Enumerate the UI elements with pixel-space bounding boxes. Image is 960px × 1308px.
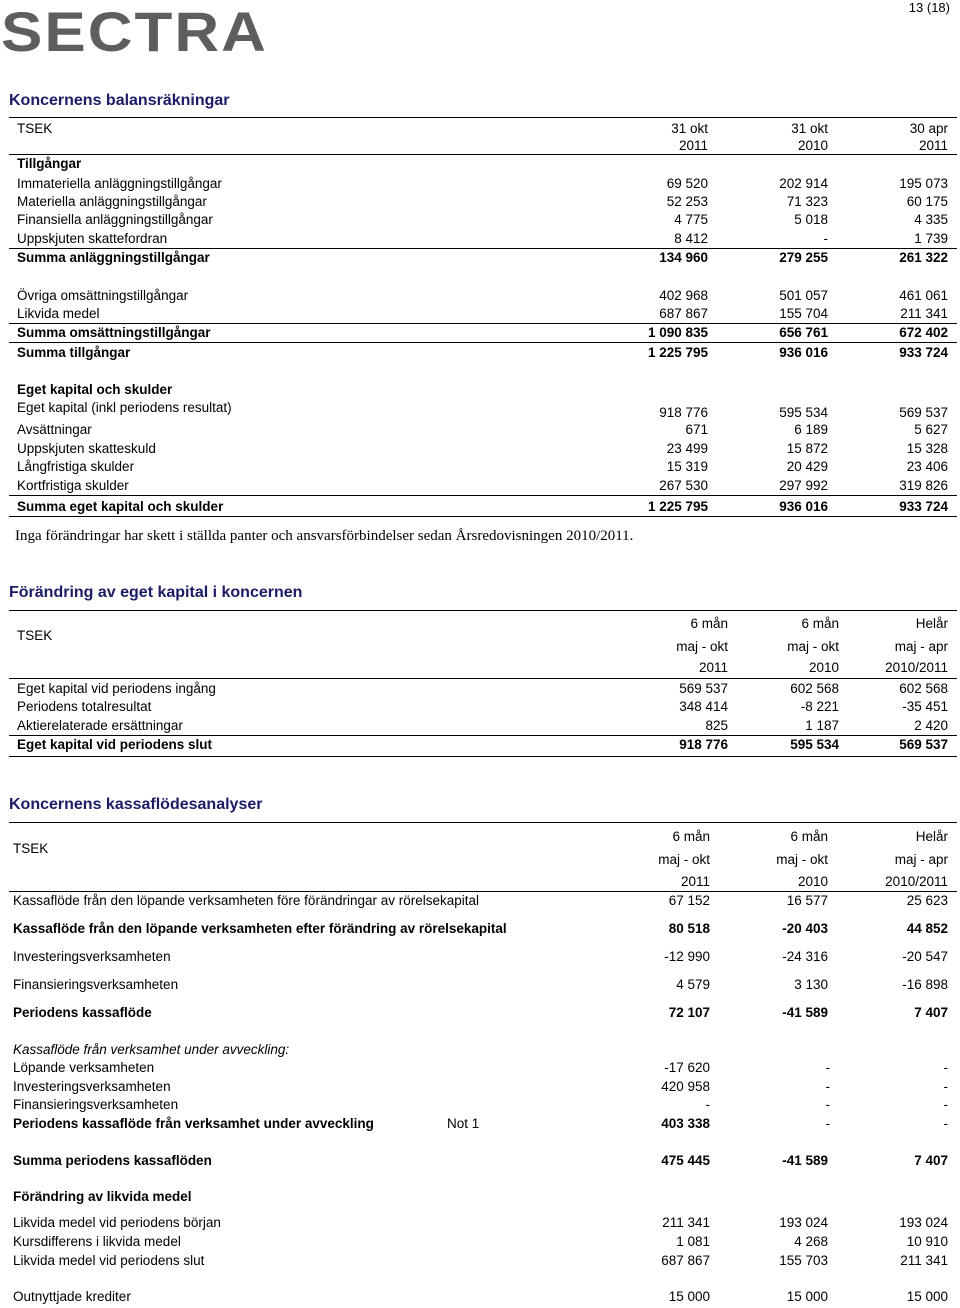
cell: 193 024 [899,1215,948,1230]
cell: 461 061 [899,288,948,303]
divider [9,891,957,892]
col-header: 2011 [680,874,710,889]
cell: 195 073 [899,176,948,191]
cell: 319 826 [899,478,948,493]
row-label: Långfristiga skulder [17,459,135,474]
row-label: Investeringsverksamheten [13,949,171,964]
cell: 595 534 [779,405,828,420]
cell: 1 225 795 [647,345,708,360]
cell: -20 547 [902,949,948,964]
cell: - [823,231,828,246]
table-row [0,212,960,230]
table-row-total [0,250,960,268]
row-label: Periodens kassaflöde från verksamhet under avveckling [13,1116,374,1131]
section-heading [0,1042,960,1060]
table-row [0,288,960,306]
cell: 261 322 [899,250,948,265]
col-header: 2010 [797,874,828,889]
row-label: Outnyttjade krediter [13,1289,131,1304]
col-header: 30 apr [909,121,948,136]
cell: 211 341 [662,1215,710,1230]
cell: 10 910 [906,1234,948,1249]
row-label: Likvida medel vid periodens slut [13,1253,205,1268]
cell: 5 627 [914,422,948,437]
section-heading [0,1189,960,1207]
balance-title: Koncernens balansräkningar [9,92,230,109]
col-header: 2011 [678,138,708,153]
cell: 155 704 [779,306,828,321]
col-header: maj - apr [894,852,948,867]
table-row-total [0,499,960,517]
cell: 420 958 [661,1079,710,1094]
cell: - [825,1079,830,1094]
cell: 402 968 [659,288,708,303]
col-header: maj - okt [658,852,710,867]
cell: 1 090 835 [647,325,708,340]
cell: 403 338 [661,1116,710,1131]
section-heading [0,156,960,174]
row-label: Summa tillgångar [17,345,131,360]
cell: 918 776 [659,405,708,420]
cell: 267 530 [659,478,708,493]
cell: - [943,1079,948,1094]
cell: 211 341 [900,1253,948,1268]
cell: - [943,1060,948,1075]
unit-label: TSEK [17,628,53,643]
col-header: maj - okt [776,852,828,867]
cell: - [825,1116,830,1131]
equity-change-title: Förändring av eget kapital i koncernen [9,584,303,601]
col-header: maj - okt [787,639,839,654]
table-row-total [0,1116,960,1134]
cell: 15 000 [906,1289,948,1304]
table-row [0,194,960,212]
col-header: maj - apr [894,639,948,654]
cell: - [825,1060,830,1075]
cell: 23 406 [906,459,948,474]
cell: 25 623 [906,893,948,908]
table-row [0,176,960,194]
cell: -12 990 [664,949,710,964]
table-row [0,1079,960,1097]
cell: 193 024 [779,1215,828,1230]
cell: 202 914 [779,176,828,191]
table-row [0,231,960,249]
row-label: Finansiella anläggningstillgångar [17,212,213,227]
cell: 569 537 [899,405,948,420]
divider [9,248,957,249]
row-label: Periodens kassaflöde [13,1005,152,1020]
divider [9,323,957,324]
row-label: Kassaflöde från den löpande verksamheten före förändringar av rörelsekapital [13,893,480,908]
cell: 2 420 [914,718,948,733]
row-label: Likvida medel vid periodens början [13,1215,221,1230]
cell: 672 402 [899,325,948,340]
row-label: Summa periodens kassaflöden [13,1153,212,1168]
row-label: Finansieringsverksamheten [13,977,179,992]
divider [9,610,957,611]
row-label: Kortfristiga skulder [17,478,129,493]
note-reference: Not 1 [447,1116,480,1131]
unit-label: TSEK [17,121,53,136]
cell: 933 724 [899,345,948,360]
row-label: Kursdifferens i likvida medel [13,1234,181,1249]
table-row [0,478,960,496]
row-label: Löpande verksamheten [13,1060,155,1075]
cell: 348 414 [679,699,728,714]
cell: 3 130 [794,977,828,992]
row-label: Uppskjuten skattefordran [17,231,168,246]
cell: 52 253 [666,194,708,209]
row-label: Immateriella anläggningstillgångar [17,176,222,191]
table-row [0,1289,960,1307]
table-row [0,422,960,440]
cell: 297 992 [779,478,828,493]
cell: 569 537 [899,737,948,752]
col-header: 6 mån [790,829,828,844]
row-label: Eget kapital vid periodens slut [17,737,213,752]
cell: -8 221 [800,699,839,714]
divider [9,735,957,736]
cell: 5 018 [794,212,828,227]
cell: 595 534 [790,737,839,752]
discontinued-heading: Kassaflöde från verksamhet under avveckling: [13,1042,290,1057]
row-label: Investeringsverksamheten [13,1079,171,1094]
col-header: 2010 [808,660,839,675]
cell: 475 445 [661,1153,710,1168]
col-header: maj - okt [676,639,728,654]
cell: 134 960 [659,250,708,265]
cell: 569 537 [679,681,728,696]
cell: 80 518 [668,921,710,936]
page-number: 13 (18) [908,0,950,15]
equity-header-row [0,639,960,657]
equity-heading: Eget kapital och skulder [17,382,173,397]
cell: 4 335 [914,212,948,227]
cell: 155 703 [779,1253,828,1268]
cell: 211 341 [900,306,948,321]
cell: 687 867 [661,1253,710,1268]
row-label: Eget kapital (inkl periodens resultat) [17,400,232,415]
cell: 4 775 [674,212,708,227]
col-header: 2011 [918,138,948,153]
table-row-total [0,345,960,363]
cell: 20 429 [786,459,828,474]
cell: 15 000 [786,1289,828,1304]
cell: 602 568 [899,681,948,696]
cell: 15 319 [666,459,708,474]
cell: 656 761 [779,325,828,340]
section-heading [0,382,960,400]
cell: 936 016 [779,499,828,514]
table-row [0,1097,960,1115]
row-label: Periodens totalresultat [17,699,152,714]
divider [9,117,957,118]
cell: - [825,1097,830,1112]
col-header: 31 okt [791,121,828,136]
cell: 936 016 [779,345,828,360]
cell: 60 175 [906,194,948,209]
cell: 4 579 [676,977,710,992]
table-row [0,681,960,699]
col-header: 2011 [698,660,728,675]
row-label: Aktierelaterade ersättningar [17,718,183,733]
cell: 44 852 [906,921,948,936]
col-header: 6 mån [672,829,710,844]
cell: -41 589 [782,1153,828,1168]
cell: 933 724 [899,499,948,514]
cash-heading: Förändring av likvida medel [13,1189,192,1204]
col-header: 2010 [797,138,828,153]
cell: - [705,1097,710,1112]
divider [9,756,957,757]
assets-heading: Tillgångar [17,156,82,171]
cell: 918 776 [679,737,728,752]
cell: -17 620 [664,1060,710,1075]
col-header: Helår [915,616,948,631]
cashflow-header-row [0,874,960,892]
table-row [0,459,960,477]
cell: 23 499 [666,441,708,456]
cell: 15 328 [906,441,948,456]
cell: 67 152 [668,893,710,908]
cell: 4 268 [794,1234,828,1249]
pledges-note: Inga förändringar har skett i ställda panter och ansvarsförbindelser sedan Årsredovisningen 2010/2011. [15,528,634,544]
cell: -20 403 [782,921,828,936]
cell: 501 057 [779,288,828,303]
row-label: Summa omsättningstillgångar [17,325,211,340]
cell: -41 589 [782,1005,828,1020]
cell: 7 407 [914,1005,948,1020]
cashflow-header-row [0,852,960,870]
divider [9,822,957,823]
row-label: Kassaflöde från den löpande verksamheten efter förändring av rörelsekapital [13,921,507,936]
unit-label: TSEK [13,841,49,856]
cell: 825 [705,718,728,733]
cell: -35 451 [902,699,948,714]
cell: 16 577 [786,893,828,908]
col-header: 31 okt [671,121,708,136]
row-label: Materiella anläggningstillgångar [17,194,207,209]
table-row-values [0,405,960,423]
row-label: Eget kapital vid periodens ingång [17,681,216,696]
cell: 72 107 [668,1005,710,1020]
cell: 602 568 [790,681,839,696]
table-row [0,977,960,995]
table-row [0,699,960,717]
divider [9,516,957,517]
row-label: Finansieringsverksamheten [13,1097,179,1112]
equity-header-row [0,660,960,678]
table-row [0,718,960,736]
cell: - [943,1116,948,1131]
col-header: 2010/2011 [885,874,948,889]
table-row [0,441,960,459]
cell: -16 898 [902,977,948,992]
cell: 1 225 795 [647,499,708,514]
divider [9,342,957,343]
balance-header-row [0,121,960,139]
row-label: Uppskjuten skatteskuld [17,441,156,456]
cell: 15 000 [668,1289,710,1304]
cell: 6 189 [794,422,828,437]
cell: 8 412 [674,231,708,246]
cashflow-title: Koncernens kassaflödesanalyser [9,796,263,813]
col-header: 2010/2011 [885,660,948,675]
cell: 15 872 [786,441,828,456]
divider [9,678,957,679]
table-row [0,1253,960,1271]
table-row [0,306,960,324]
table-row-total [0,921,960,939]
cell: 1 081 [676,1234,710,1249]
divider [9,154,957,155]
cell: 687 867 [659,306,708,321]
cell: - [943,1097,948,1112]
divider [9,495,957,496]
table-row-total [0,325,960,343]
row-label: Övriga omsättningstillgångar [17,288,189,303]
cell: 69 520 [666,176,708,191]
table-row [0,1234,960,1252]
cell: 671 [685,422,708,437]
cell: 279 255 [779,250,828,265]
table-row-total [0,1153,960,1171]
row-label: Summa eget kapital och skulder [17,499,224,514]
table-row-total [0,737,960,755]
cell: 7 407 [914,1153,948,1168]
table-row [0,1060,960,1078]
table-row [0,893,960,911]
cell: 1 187 [805,718,839,733]
col-header: Helår [915,829,948,844]
cell: 1 739 [914,231,948,246]
cell: 71 323 [786,194,828,209]
table-row [0,1215,960,1233]
table-row [0,949,960,967]
row-label: Avsättningar [17,422,92,437]
sectra-logo: SECTRA [1,1,268,64]
cell: -24 316 [782,949,828,964]
col-header: 6 mån [690,616,728,631]
row-label: Summa anläggningstillgångar [17,250,210,265]
table-row-total [0,1005,960,1023]
row-label: Likvida medel [17,306,100,321]
col-header: 6 mån [801,616,839,631]
